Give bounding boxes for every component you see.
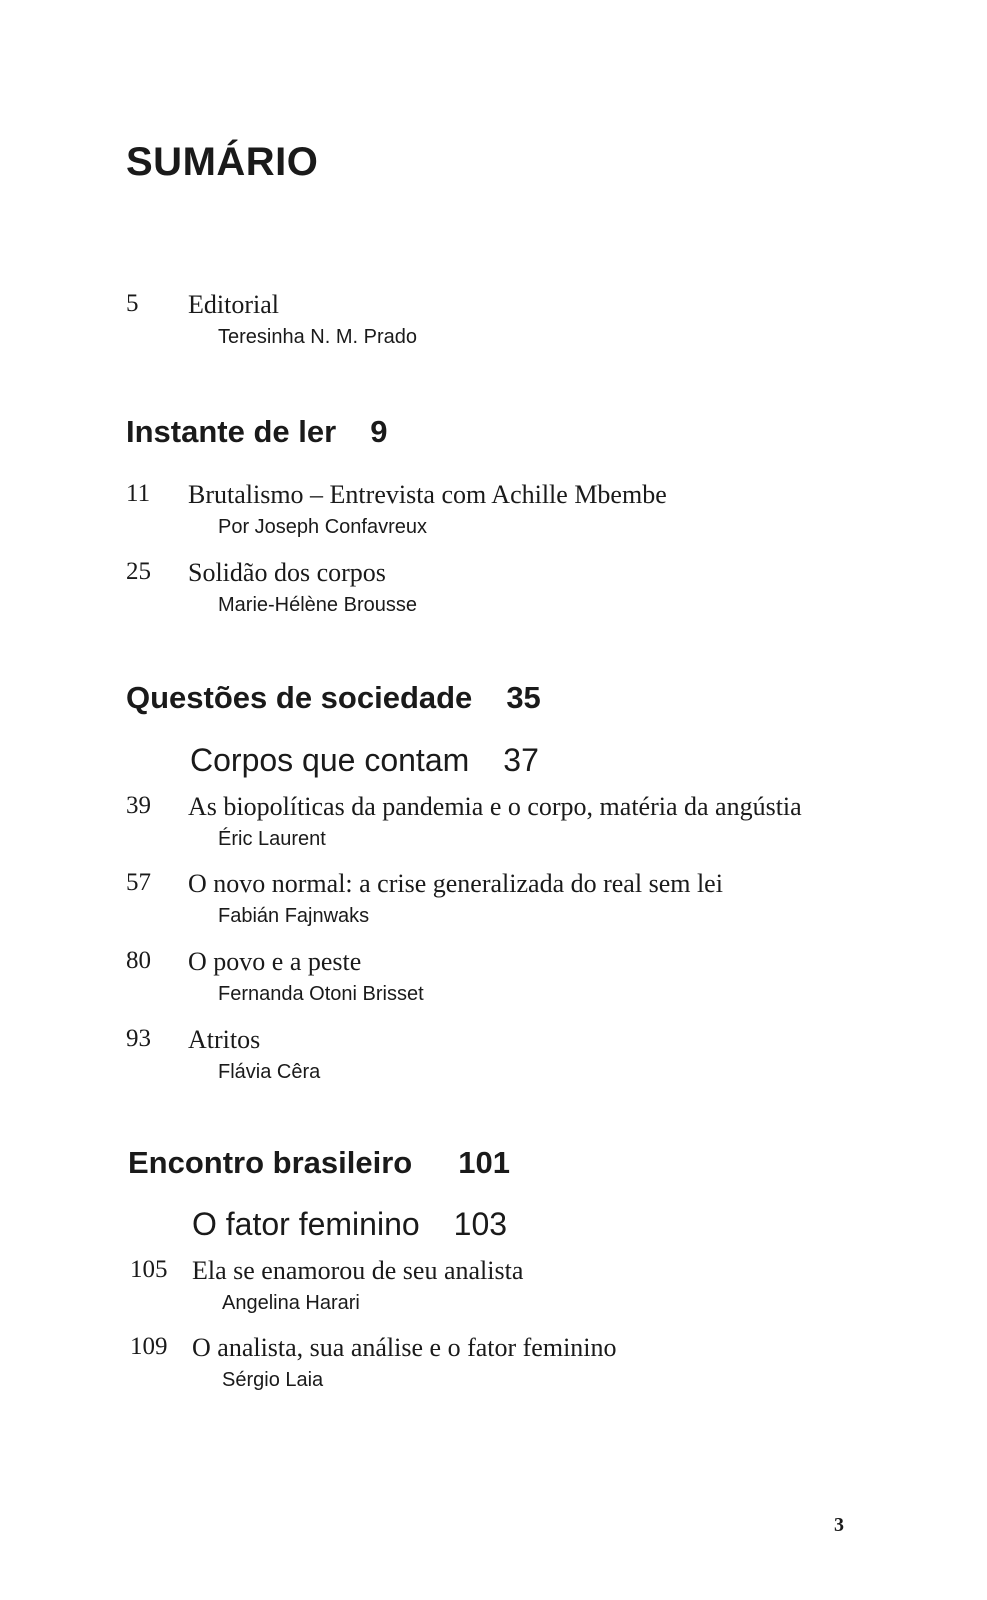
toc-entry-title: Editorial xyxy=(188,290,279,319)
section-heading-page-number: 101 xyxy=(458,1145,510,1180)
toc-entry-author: Teresinha N. M. Prado xyxy=(218,326,417,348)
page-title: SUMÁRIO xyxy=(126,140,319,184)
toc-entry-title: Solidão dos corpos xyxy=(188,558,386,587)
toc-entry-title: Atritos xyxy=(188,1025,261,1054)
subsection-heading-corpos-que-contam xyxy=(190,742,539,779)
subsection-heading-page-number: 37 xyxy=(503,742,539,778)
section-heading-label: Questões de sociedade xyxy=(126,680,473,715)
section-heading-page-number: 35 xyxy=(506,680,541,715)
subsection-heading-label: O fator feminino xyxy=(192,1206,420,1242)
subsection-heading-label: Corpos que contam xyxy=(190,742,470,778)
toc-entry-author: Éric Laurent xyxy=(218,828,326,850)
toc-entry-page-number: 11 xyxy=(126,480,151,507)
toc-entry-page-number: 109 xyxy=(130,1333,168,1360)
toc-entry-author: Sérgio Laia xyxy=(222,1369,324,1391)
section-heading-label: Instante de ler xyxy=(126,414,337,449)
toc-entry-author: Marie-Hélène Brousse xyxy=(218,594,417,616)
section-heading-questoes-de-sociedade xyxy=(126,680,541,716)
toc-entry-title: Ela se enamorou de seu analista xyxy=(192,1256,524,1285)
toc-entry-title: O povo e a peste xyxy=(188,947,362,976)
section-heading-instante-de-ler xyxy=(126,414,387,450)
toc-entry-author: Fabián Fajnwaks xyxy=(218,905,370,927)
toc-entry-title: O analista, sua análise e o fator feminino xyxy=(192,1333,617,1362)
toc-entry-page-number: 39 xyxy=(126,792,151,819)
toc-entry-page-number: 57 xyxy=(126,869,151,896)
toc-entry-page-number: 105 xyxy=(130,1256,168,1283)
toc-entry-author: Fernanda Otoni Brisset xyxy=(218,983,424,1005)
section-heading-encontro-brasileiro xyxy=(128,1145,510,1181)
toc-entry-title: As biopolíticas da pandemia e o corpo, matéria da angústia xyxy=(188,792,802,821)
toc-entry-author: Por Joseph Confavreux xyxy=(218,516,428,538)
toc-entry-title: Brutalismo – Entrevista com Achille Mbembe xyxy=(188,480,667,509)
section-heading-page-number: 9 xyxy=(370,414,388,449)
page-folio-number: 3 xyxy=(834,1514,844,1536)
toc-entry-page-number: 93 xyxy=(126,1025,151,1052)
toc-entry-page-number: 80 xyxy=(126,947,151,974)
toc-entry-page-number: 5 xyxy=(126,290,139,317)
subsection-heading-page-number: 103 xyxy=(453,1206,508,1242)
toc-entry-page-number: 25 xyxy=(126,558,151,585)
toc-entry-title: O novo normal: a crise generalizada do real sem lei xyxy=(188,869,723,898)
toc-entry-author: Flávia Cêra xyxy=(218,1061,321,1083)
subsection-heading-o-fator-feminino xyxy=(192,1206,507,1243)
toc-entry-author: Angelina Harari xyxy=(222,1292,360,1314)
section-heading-label: Encontro brasileiro xyxy=(128,1145,413,1180)
